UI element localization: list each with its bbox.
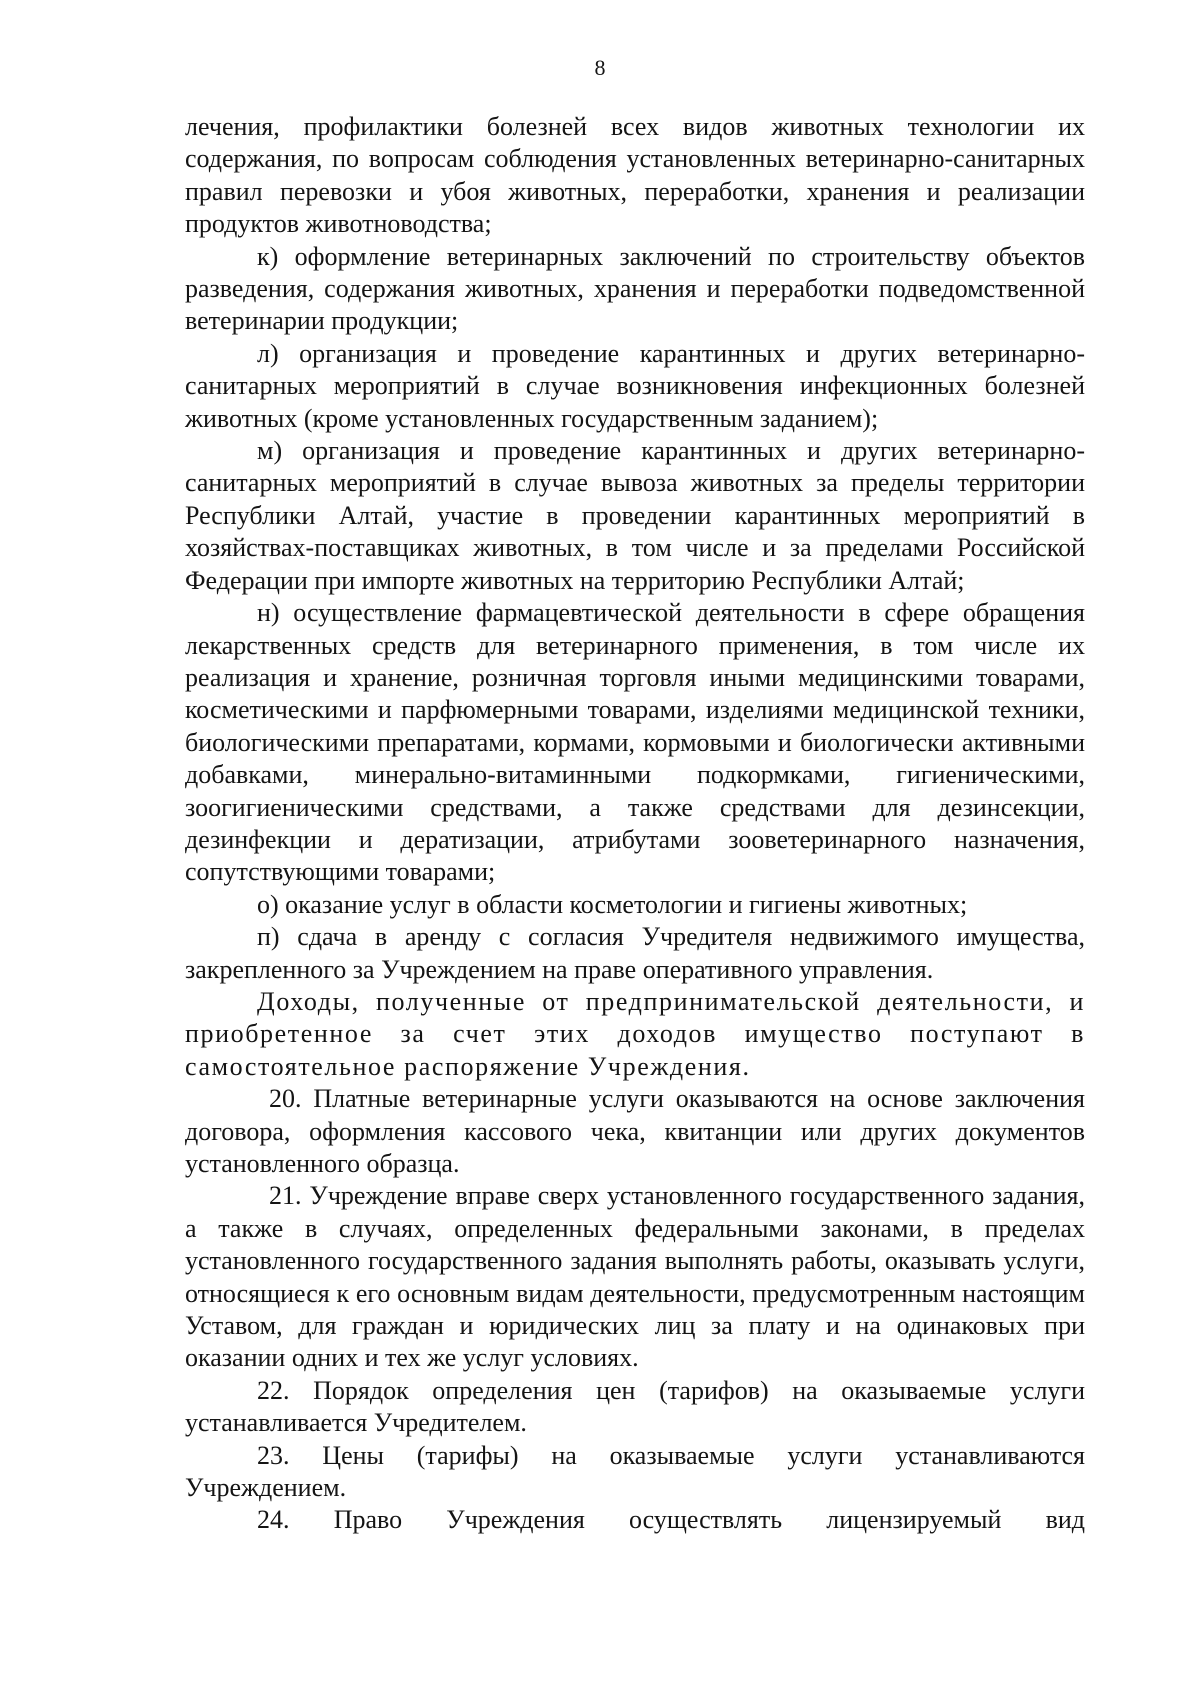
paragraph-item-o: о) оказание услуг в области косметологии и гигиены животных; <box>257 889 968 919</box>
paragraph-23: 23. Цены (тарифы) на оказываемые услуги устанавливаются Учреждением. <box>185 1440 1085 1503</box>
page-number: 8 <box>594 55 606 80</box>
paragraph-22: 22. Порядок определения цен (тарифов) на оказываемые услуги устанавливается Учредителем. <box>185 1375 1085 1438</box>
paragraph-24: 24. Право Учреждения осуществлять лицензируемый вид <box>257 1505 1085 1535</box>
paragraph-20: 20. Платные ветеринарные услуги оказываются на основе заключения договора, оформления кассового чека, квитанции или других документов установленного образца. <box>185 1084 1085 1178</box>
paragraph-item-n: н) осуществление фармацевтической деятельности в сфере обращения лекарственных средств для ветеринарного применения, в том числе их реализация и хранение, розничная торговля иными медицинскими товарами, косметическими и парфюмерными товарами, изделиями медицинской техники, биологическими препаратами, кормами, кормовыми и биологически активными добавками, минерально-витаминными подкормками, гигиеническими, зоогигиеническими средствами, а также средствами для дезинсекции, дезинфекции и дератизации, атрибутами зооветеринарного назначения, сопутствующими товарами; <box>185 598 1085 887</box>
paragraph-item-p: п) сдача в аренду с согласия Учредителя недвижимого имущества, закрепленного за Учреждением на праве оперативного управления. <box>185 922 1085 984</box>
paragraph-item-l: л) организация и проведение карантинных и других ветеринарно-санитарных мероприятий в случае возникновения инфекционных болезней животных (кроме установленных государственным заданием); <box>185 338 1085 433</box>
paragraph-income: Доходы, полученные от предпринимательской деятельности, и приобретенное за счет этих доходов имущество поступают в самостоятельное распоряжение Учреждения. <box>185 986 1085 1081</box>
document-body <box>185 111 1085 1537</box>
paragraph-21: 21. Учреждение вправе сверх установленного государственного задания, а также в случаях, определенных федеральными законами, в пределах установленного государственного задания выполнять работы, оказывать услуги, относящиеся к его основным видам деятельности, предусмотренным настоящим Уставом, для граждан и юридических лиц за плату и на одинаковых при оказании одних и тех же услуг условиях. <box>185 1181 1085 1373</box>
paragraph-item-m: м) организация и проведение карантинных и других ветеринарно-санитарных мероприятий в случае вывоза животных за пределы территории Республики Алтай, участие в проведении карантинных мероприятий в хозяйствах-поставщиках животных, в том числе и за пределами Российской Федерации при импорте животных на территорию Республики Алтай; <box>185 436 1085 595</box>
paragraph-continuation: лечения, профилактики болезней всех видов животных технологии их содержания, по вопросам соблюдения установленных ветеринарно-санитарных правил перевозки и убоя животных, переработки, хранения и реализации продуктов животноводства; <box>185 112 1085 239</box>
paragraph-item-k: к) оформление ветеринарных заключений по строительству объектов разведения, содержания животных, хранения и переработки подведомственной ветеринарии продукции; <box>185 241 1085 336</box>
